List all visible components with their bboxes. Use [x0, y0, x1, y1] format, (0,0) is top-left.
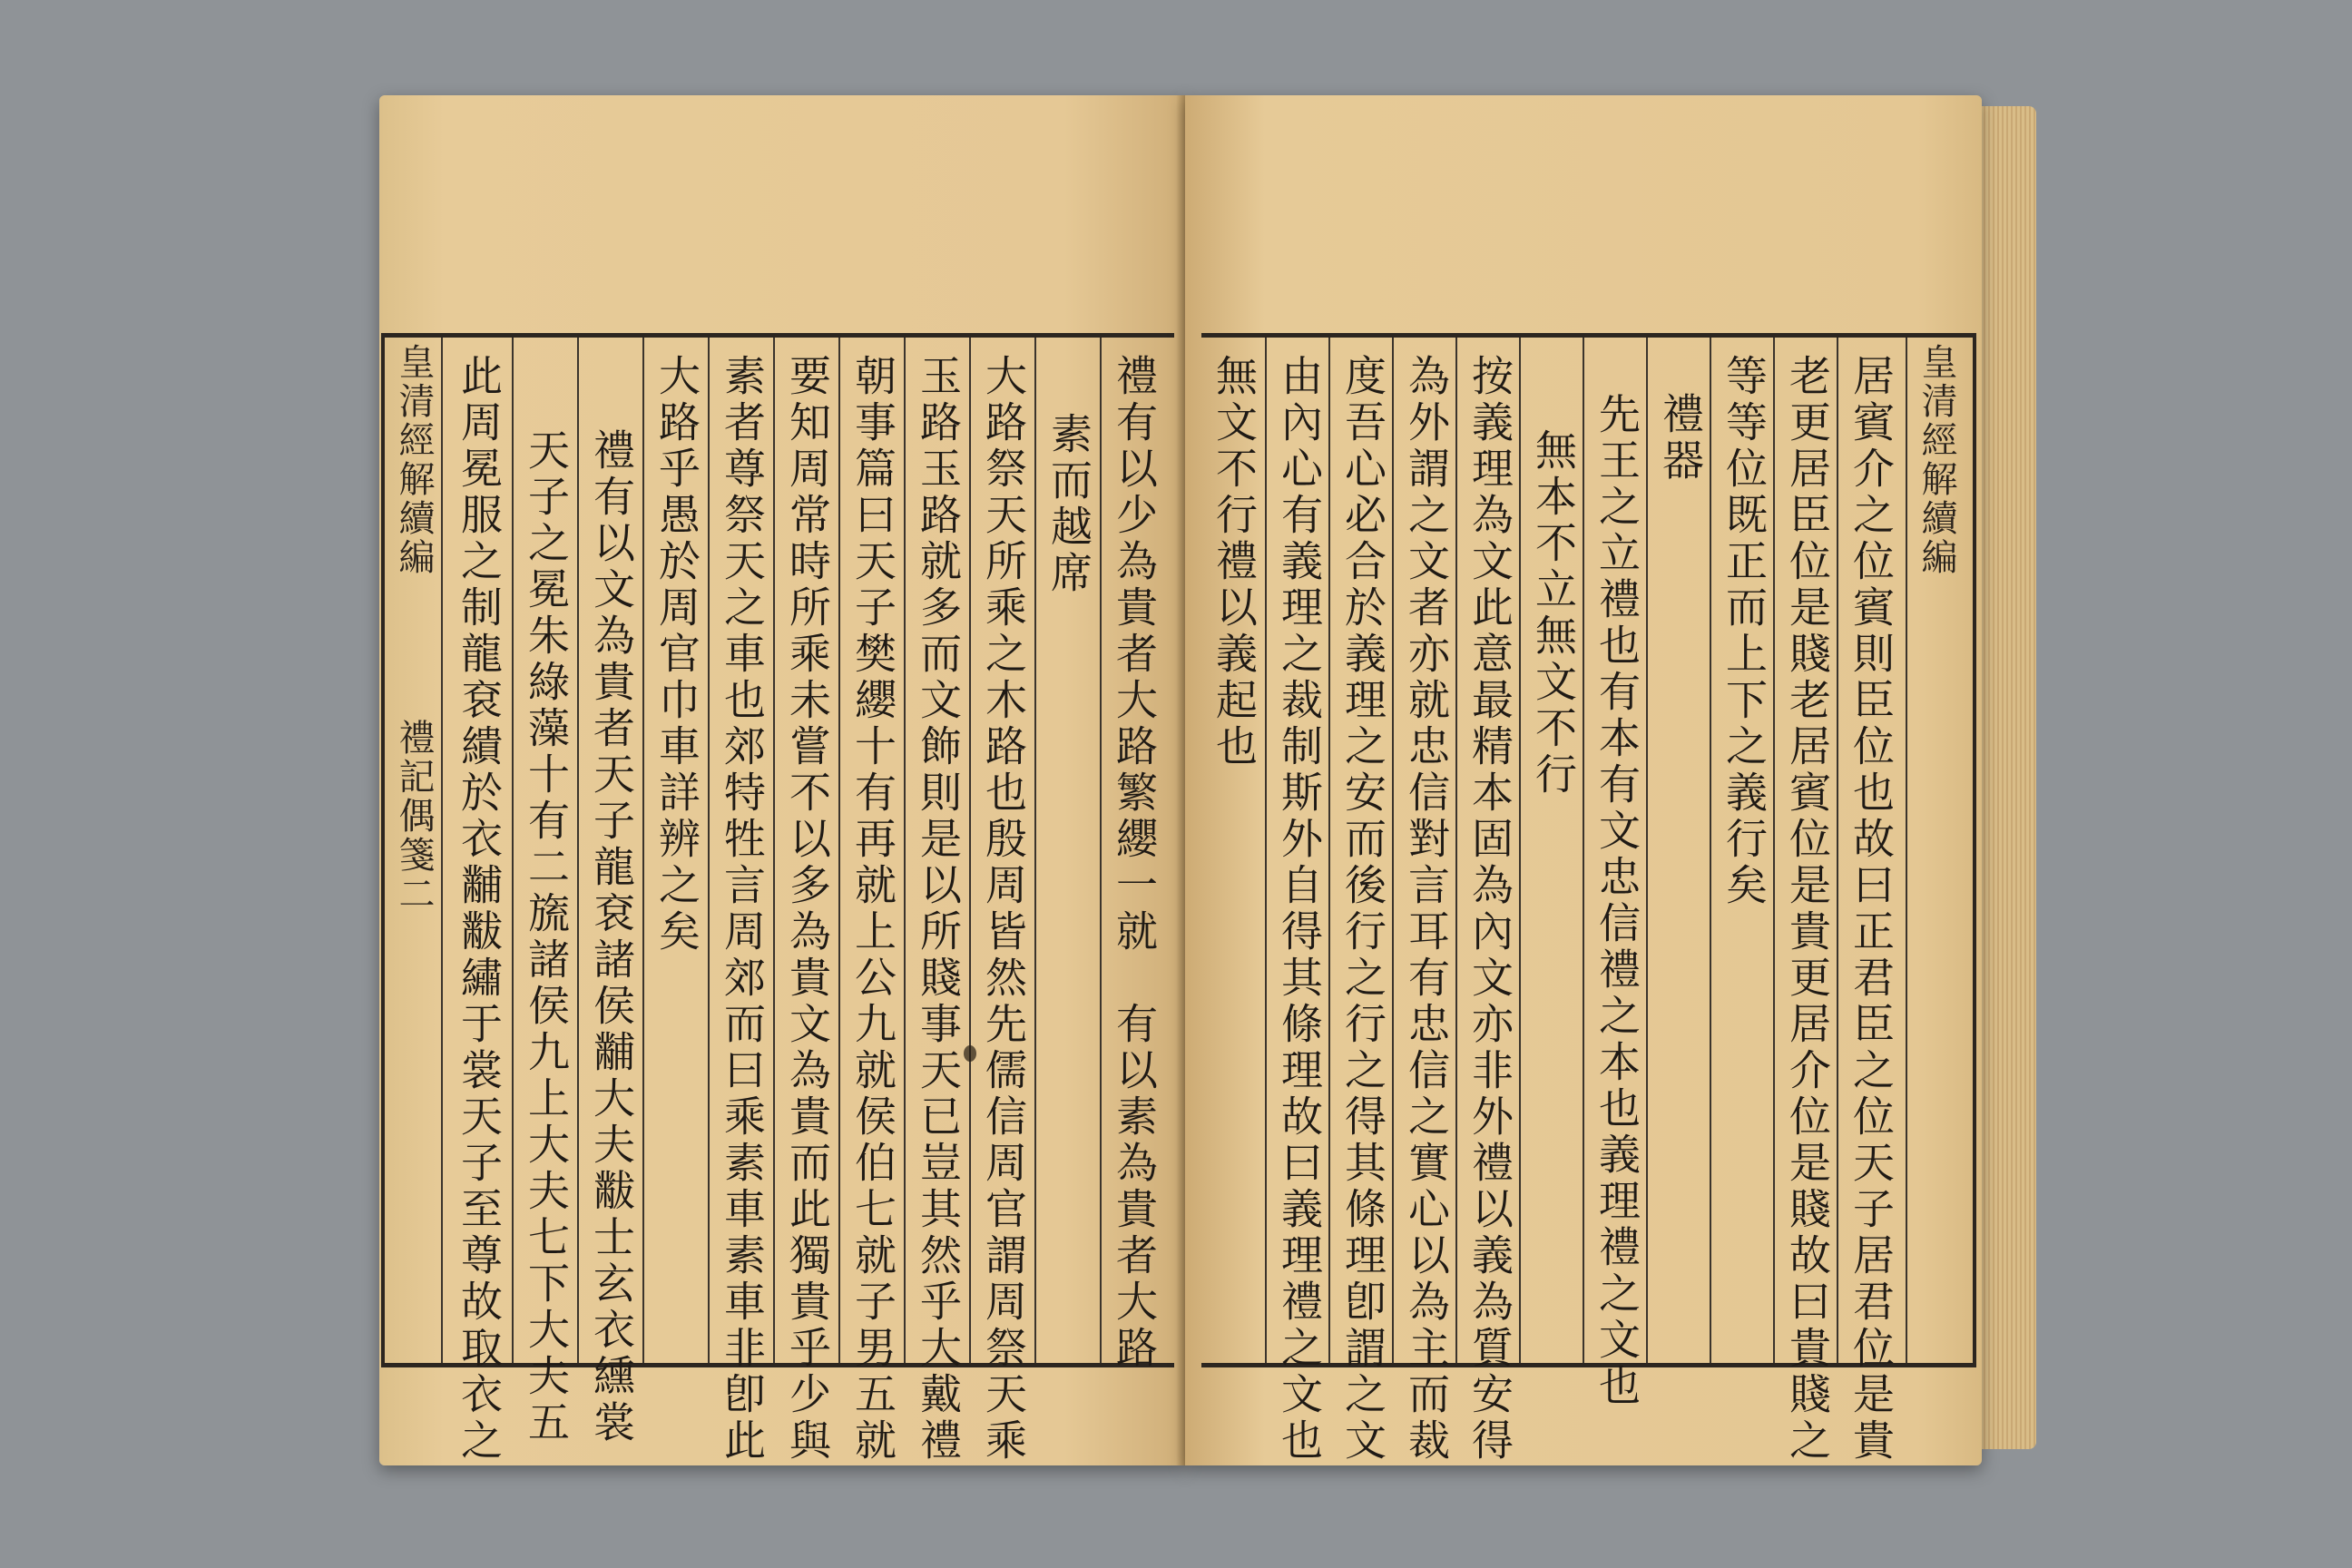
right-page: [1185, 95, 1982, 1465]
column-rule: [1773, 338, 1775, 1363]
text-column-2: 素而越席: [1044, 412, 1093, 597]
text-column-2: 老更居臣位是賤老居賓位是貴更居介位是賤故曰貴賤之: [1783, 354, 1832, 1465]
text-column-11: 無文不行禮以義起也: [1210, 354, 1259, 770]
text-column-4-heading: 禮器: [1656, 392, 1705, 485]
column-rule: [1646, 338, 1648, 1363]
left-margin-title: 皇清經解續編: [393, 343, 435, 577]
column-rule: [1837, 338, 1838, 1363]
ink-stain: [964, 1045, 976, 1062]
column-rule: [1519, 338, 1521, 1363]
text-column-11: 此周冕服之制龍袞繢於衣黼黻繡于裳天子至尊故取衣之: [455, 354, 504, 1465]
left-page: [379, 95, 1185, 1465]
text-column-9: 度吾心必合於義理之安而後行之行之得其條理卽謂之文: [1338, 354, 1387, 1465]
text-column-8: 為外謂之文者亦就忠信對言耳有忠信之實心以為主而裁: [1402, 354, 1451, 1465]
column-rule: [441, 338, 443, 1363]
open-book: [379, 95, 2036, 1465]
text-column-10: 由內心有義理之裁制斯外自得其條理故曰義理禮之文也: [1275, 354, 1324, 1465]
text-column-9: 禮有以文為貴者天子龍袞諸侯黼大夫黻士玄衣纁裳: [587, 428, 636, 1446]
column-rule: [1100, 338, 1102, 1363]
column-rule: [1392, 338, 1394, 1363]
text-column-3: 大路祭天所乘之木路也殷周皆然先儒信周官謂周祭天乘: [979, 354, 1028, 1465]
right-text-frame: [1201, 333, 1976, 1465]
column-rule: [1455, 338, 1457, 1363]
text-column-1: 居賓介之位賓則臣位也故曰正君臣之位天子居君位是貴: [1847, 354, 1896, 1465]
text-column-5: 先王之立禮也有本有文忠信禮之本也義理禮之文也: [1592, 392, 1642, 1410]
text-column-6: 要知周常時所乘未嘗不以多為貴文為貴而此獨貴乎少與: [783, 354, 832, 1465]
column-rule: [577, 338, 579, 1363]
column-rule: [642, 338, 644, 1363]
text-column-3: 等等位既正而上下之義行矣: [1720, 354, 1769, 909]
text-column-7: 按義理為文此意最精本固為內文亦非外禮以義為質安得: [1465, 354, 1514, 1465]
column-rule: [1328, 338, 1330, 1363]
text-column-8: 大路乎愚於周官巾車詳辨之矣: [652, 354, 701, 956]
column-rule: [969, 338, 971, 1363]
column-rule: [1034, 338, 1036, 1363]
column-rule: [1906, 338, 1907, 1363]
column-rule: [708, 338, 710, 1363]
page-edges: [1976, 106, 2036, 1449]
text-column-5: 朝事篇曰天子樊纓十有再就上公九就侯伯七就子男五就: [848, 354, 897, 1465]
column-rule: [838, 338, 840, 1363]
column-rule: [1583, 338, 1584, 1363]
column-rule: [512, 338, 514, 1363]
right-margin-title: 皇清經解續編: [1916, 343, 1957, 577]
text-column-1: 禮有以少為貴者大路繁纓一就 有以素為貴者大路: [1110, 354, 1159, 1372]
text-column-10: 天子之冕朱綠藻十有二旒諸侯九上大夫七下大夫五: [522, 428, 571, 1446]
text-column-4: 玉路玉路就多而文飾則是以所賤事天已豈其然乎大戴禮: [914, 354, 963, 1465]
text-column-6: 無本不立無文不行: [1529, 428, 1578, 799]
text-column-7: 素者尊祭天之車也郊特牲言周郊而曰乘素車素車非卽此: [718, 354, 767, 1465]
column-rule: [904, 338, 906, 1363]
column-rule: [773, 338, 775, 1363]
left-text-frame: [381, 333, 1174, 1465]
column-rule: [1710, 338, 1711, 1363]
column-rule: [1265, 338, 1267, 1363]
left-margin-section: 禮記偶箋二: [393, 719, 435, 914]
